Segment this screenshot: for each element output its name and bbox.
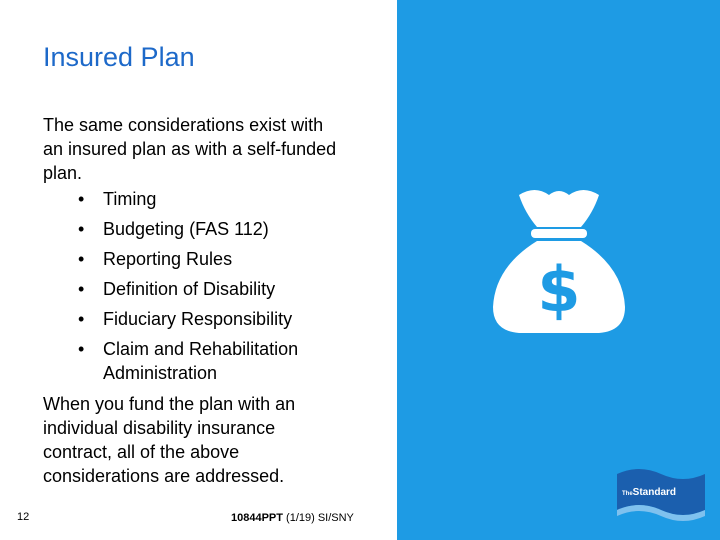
money-bag-icon: [489, 183, 629, 335]
bullet-icon: •: [78, 339, 85, 359]
footer-code-rest: (1/19) SI/SNY: [282, 512, 354, 524]
list-item: • Budgeting (FAS 112): [78, 219, 269, 239]
list-item: • Timing: [78, 189, 157, 209]
logo-name: Standard: [632, 487, 677, 498]
svg-text:$: $: [537, 253, 581, 326]
outro-paragraph: When you fund the plan with an individual disability insurance contract, all of the above considerations are addressed.: [43, 394, 296, 486]
consideration-list: [73, 187, 373, 385]
page-number: 12: [17, 511, 30, 523]
logo-prefix: The: [622, 491, 633, 497]
slide-title: Insured Plan: [43, 42, 195, 72]
list-item: • Fiduciary Responsibility: [78, 309, 293, 329]
bullet-icon: •: [78, 249, 85, 269]
intro-paragraph: The same considerations exist with an insured plan as with a self-funded plan.: [43, 115, 337, 183]
list-item: • Definition of Disability: [78, 279, 276, 299]
bullet-icon: •: [78, 279, 85, 299]
logo-wordmark: [622, 487, 676, 498]
list-item: • Reporting Rules: [78, 249, 233, 269]
bullet-icon: •: [78, 189, 85, 209]
footer-code: [231, 512, 354, 524]
bullet-icon: •: [78, 309, 85, 329]
list-item: • Claim and Rehabilitation Administration: [78, 339, 299, 383]
bullet-icon: •: [78, 219, 85, 239]
footer-code-id: 10844PPT: [231, 512, 283, 524]
